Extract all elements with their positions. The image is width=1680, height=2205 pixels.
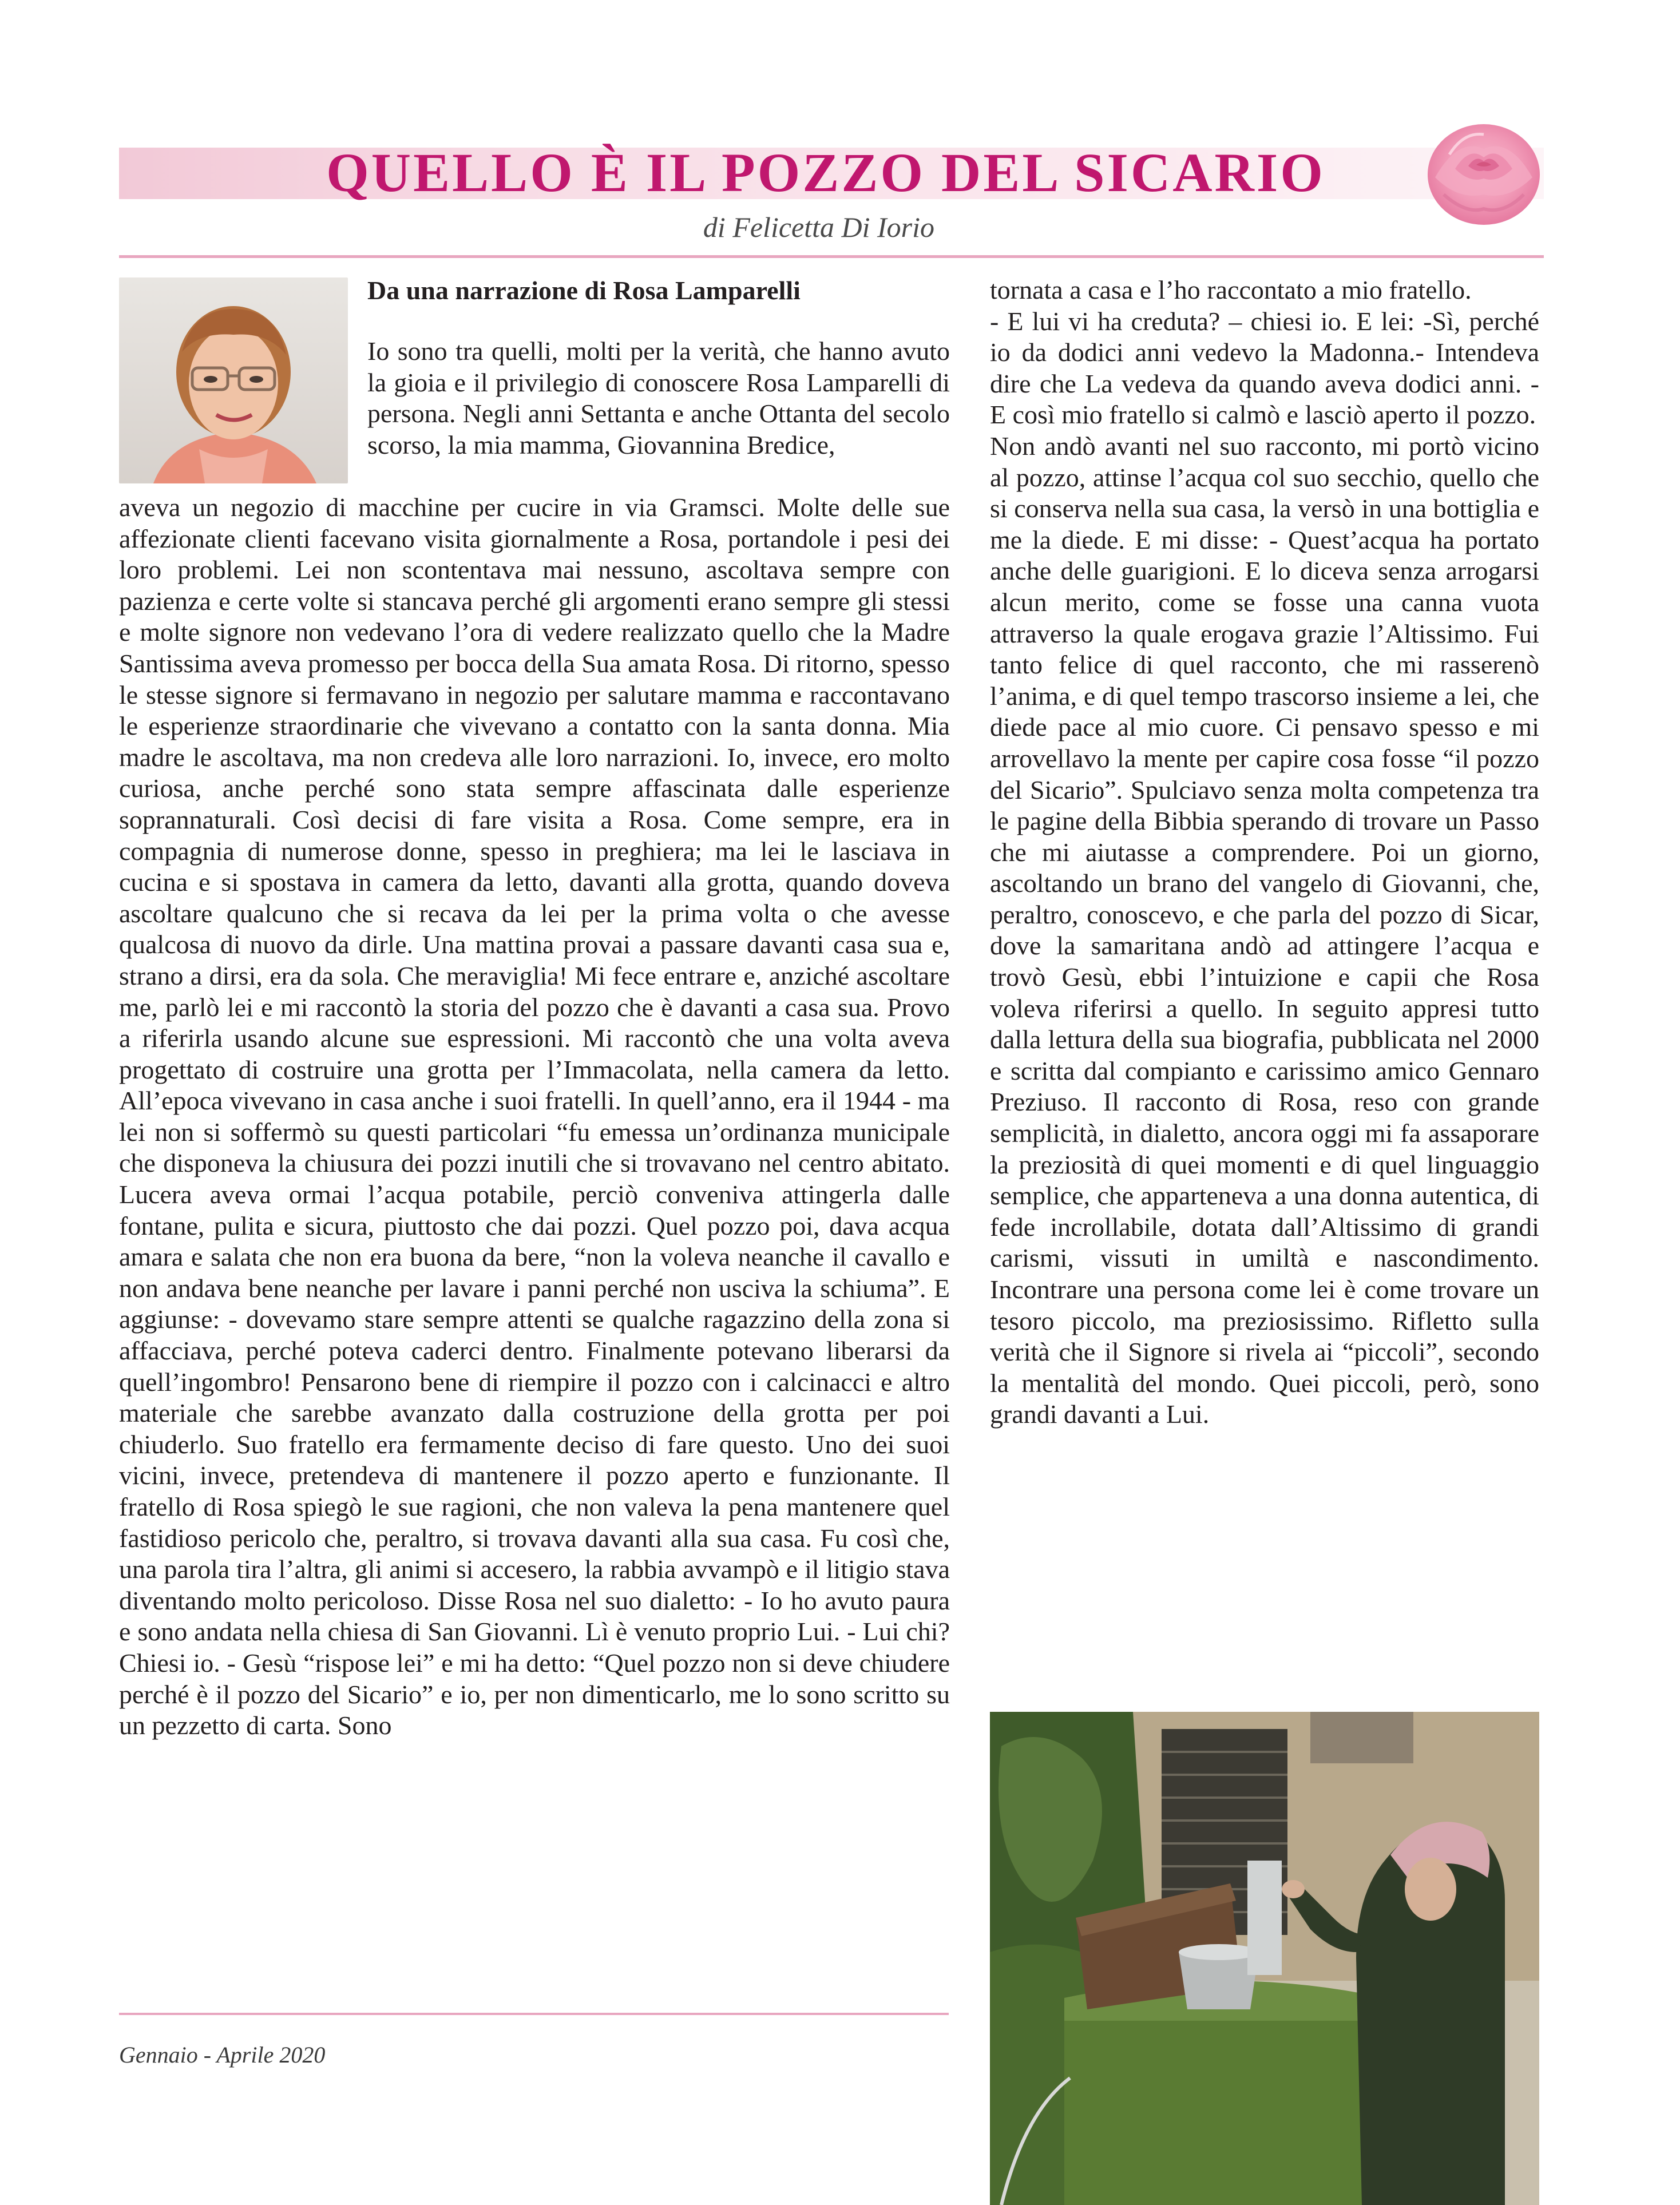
author-photo — [119, 277, 348, 483]
paragraph: aveva un negozio di macchine per cucire in via Gramsci. Molte delle sue affezionate clienti facevano visita giornalmente a Rosa, portandole i pesi dei loro problemi. Lei non scontentava mai nessuno, ascoltava sempre con pazienza e certe volte si stancava perché gli argomenti erano sempre gli stessi e molte signore non vedevano l’ora di vedere realizzato quello che la Madre Santissima aveva promesso per bocca della Sua amata Rosa. Di ritorno, spesso le stesse signore si fermavano in negozio per salutare mamma e raccontavano le esperienze straordinarie che vivevano a contatto con la santa donna. Mia madre le ascoltava, ma non credeva alle loro narrazioni. Io, invece, ero molto curiosa, anche perché sono stata sempre affascinata dalle esperienze soprannaturali. Così decisi di fare visita a Rosa. Come sempre, era in compagnia di numerose donne, spesso in preghiera; ma lei le lasciava in cucina e si spostava in camera da letto, davanti alla grotta, quando doveva ascoltare qualcuno che si recava da lei per la prima volta o che avesse qualcosa di nuovo da dirle. Una mattina provai a passare davanti casa sua e, strano a dirsi, era da sola. Che meraviglia! Mi fece entrare e, anziché ascoltare me, parlò lei e mi raccontò la storia del pozzo che è davanti a casa sua. Provo a riferirla usando alcune sue espressioni. Mi raccontò che una volta aveva progettato di costruire una grotta per l’Immacolata, nella camera da letto. All’epoca vivevano in casa anche i suoi fratelli. In quell’anno, era il 1944 - ma lei non si soffermò su questi particolari “fu emessa un’ordinanza municipale che disponeva la chiusura dei pozzi inutili che si trovavano nel centro abitato. Lucera aveva ormai l’acqua potabile, perciò conveniva attingerla dalle fontane, pulita e sicura, piuttosto che dai pozzi. Quel pozzo poi, dava acqua amara e salata che non era buona da bere, “non la voleva neanche il cavallo e non andava bene neanche per lavare i panni perché non usciva la schiuma”. E aggiunse: - dovevamo stare sempre attenti se qualche ragazzino della zona si affacciava, perché poteva caderci dentro. Finalmente potevano liberarsi da quell’ingombro! Pensarono bene di riempire il pozzo con i calcinacci e altro materiale che sarebbe avanzato dalla costruzione della grotta per poi chiuderlo. Suo fratello era fermamente deciso di fare questo. Uno dei suoi vicini, invece, pretendeva di mantenere il pozzo aperto e funzionante. Il fratello di Rosa spiegò le sue ragioni, che non valeva la pena mantenere quel fastidioso pericolo che, peraltro, si trovava davanti alla sua casa. Fu così che, una parola tira l’altra, gli animi si accesero, la rabbia avvampò e il litigio stava diventando molto pericoloso. Disse Rosa nel suo dialetto: - Io ho avuto paura e sono andata nella chiesa di San Giovanni. Lì è venuto proprio Lui. - Lui chi? Chiesi io. - Gesù “rispose lei” e mi ha detto: “Quel pozzo non si deve chiudere perché è il pozzo del Sicario” e io, per non dimenticarlo, me lo sono scritto su un pezzetto di carta. Sono — [119, 493, 950, 1740]
article-subheading: Da una narrazione di Rosa Lamparelli — [367, 276, 801, 305]
paragraph: - E lui vi ha creduta? – chiesi io. E lei: -Sì, perché io da dodici anni vedevo la Madonna.- Intendeva dire che La vedeva da quando aveva dodici anni. - E così mio fratello si calmò e lasciò aperto il pozzo. — [990, 306, 1539, 430]
rose-icon — [1424, 114, 1544, 229]
article-title: QUELLO È IL POZZO DEL SICARIO — [326, 142, 1325, 203]
rosa-well-photo — [990, 1712, 1539, 2205]
byline: di Felicetta Di Iorio — [703, 211, 934, 243]
right-column-body — [990, 275, 1539, 1430]
paragraph: tornata a casa e l’ho raccontato a mio fratello. — [990, 275, 1472, 304]
left-column-body — [119, 492, 950, 1742]
paragraph: Io sono tra quelli, molti per la verità, che hanno avuto la gioia e il privilegio di conoscere Rosa Lamparelli di persona. Negli anni Settanta e anche Ottanta del secolo scorso, la mia mamma, Giovannina Bredice, — [367, 336, 950, 459]
divider — [119, 2013, 949, 2015]
issue-footer: Gennaio - Aprile 2020 — [119, 2042, 326, 2068]
paragraph: Non andò avanti nel suo racconto, mi portò vicino al pozzo, attinse l’acqua col suo secchio, quello che si conserva nella sua casa, la versò in una bottiglia e me la diede. E mi disse: - Quest’acqua ha portato anche delle guarigioni. E lo diceva senza arrogarsi alcun merito, come se fosse una canna vuota attraverso la quale erogava grazie l’Altissimo. Fui tanto felice di quel racconto, che mi rasserenò l’anima, e di quel tempo trascorso insieme a lei, che diede pace al mio cuore. Ci pensavo spesso e mi arrovellavo la mente per capire cosa fosse “il pozzo del Sicario”. Spulciavo senza molta competenza tra le pagine della Bibbia sperando di trovare un Passo che mi aiutasse a comprendere. Poi un giorno, ascoltando un brano del vangelo di Giovanni, che, peraltro, conoscevo, e che parla del pozzo di Sicar, dove la samaritana andò ad attingere l’acqua e trovò Gesù, ebbi l’intuizione e capii che Rosa voleva riferirsi a quello. In seguito appresi tutto dalla lettura della sua biografia, pubblicata nel 2000 e scritta dal compianto e carissimo amico Gennaro Preziuso. Il racconto di Rosa, reso con grande semplicità, in dialetto, ancora oggi mi fa assaporare la preziosità di quei momenti e di quel linguaggio semplice, che apparteneva a una donna autentica, di fede incrollabile, dotata dall’Altissimo di grandi carismi, vissuti in umiltà e nascondimento. Incontrare una persona come lei è come trovare un tesoro piccolo, ma preziosissimo. Rifletto sulla verità che il Signore si rivela ai “piccoli”, secondo la mentalità del mondo. Quei piccoli, però, sono grandi davanti a Lui. — [990, 431, 1539, 1429]
divider — [119, 255, 1544, 258]
left-column-intro — [367, 336, 950, 461]
